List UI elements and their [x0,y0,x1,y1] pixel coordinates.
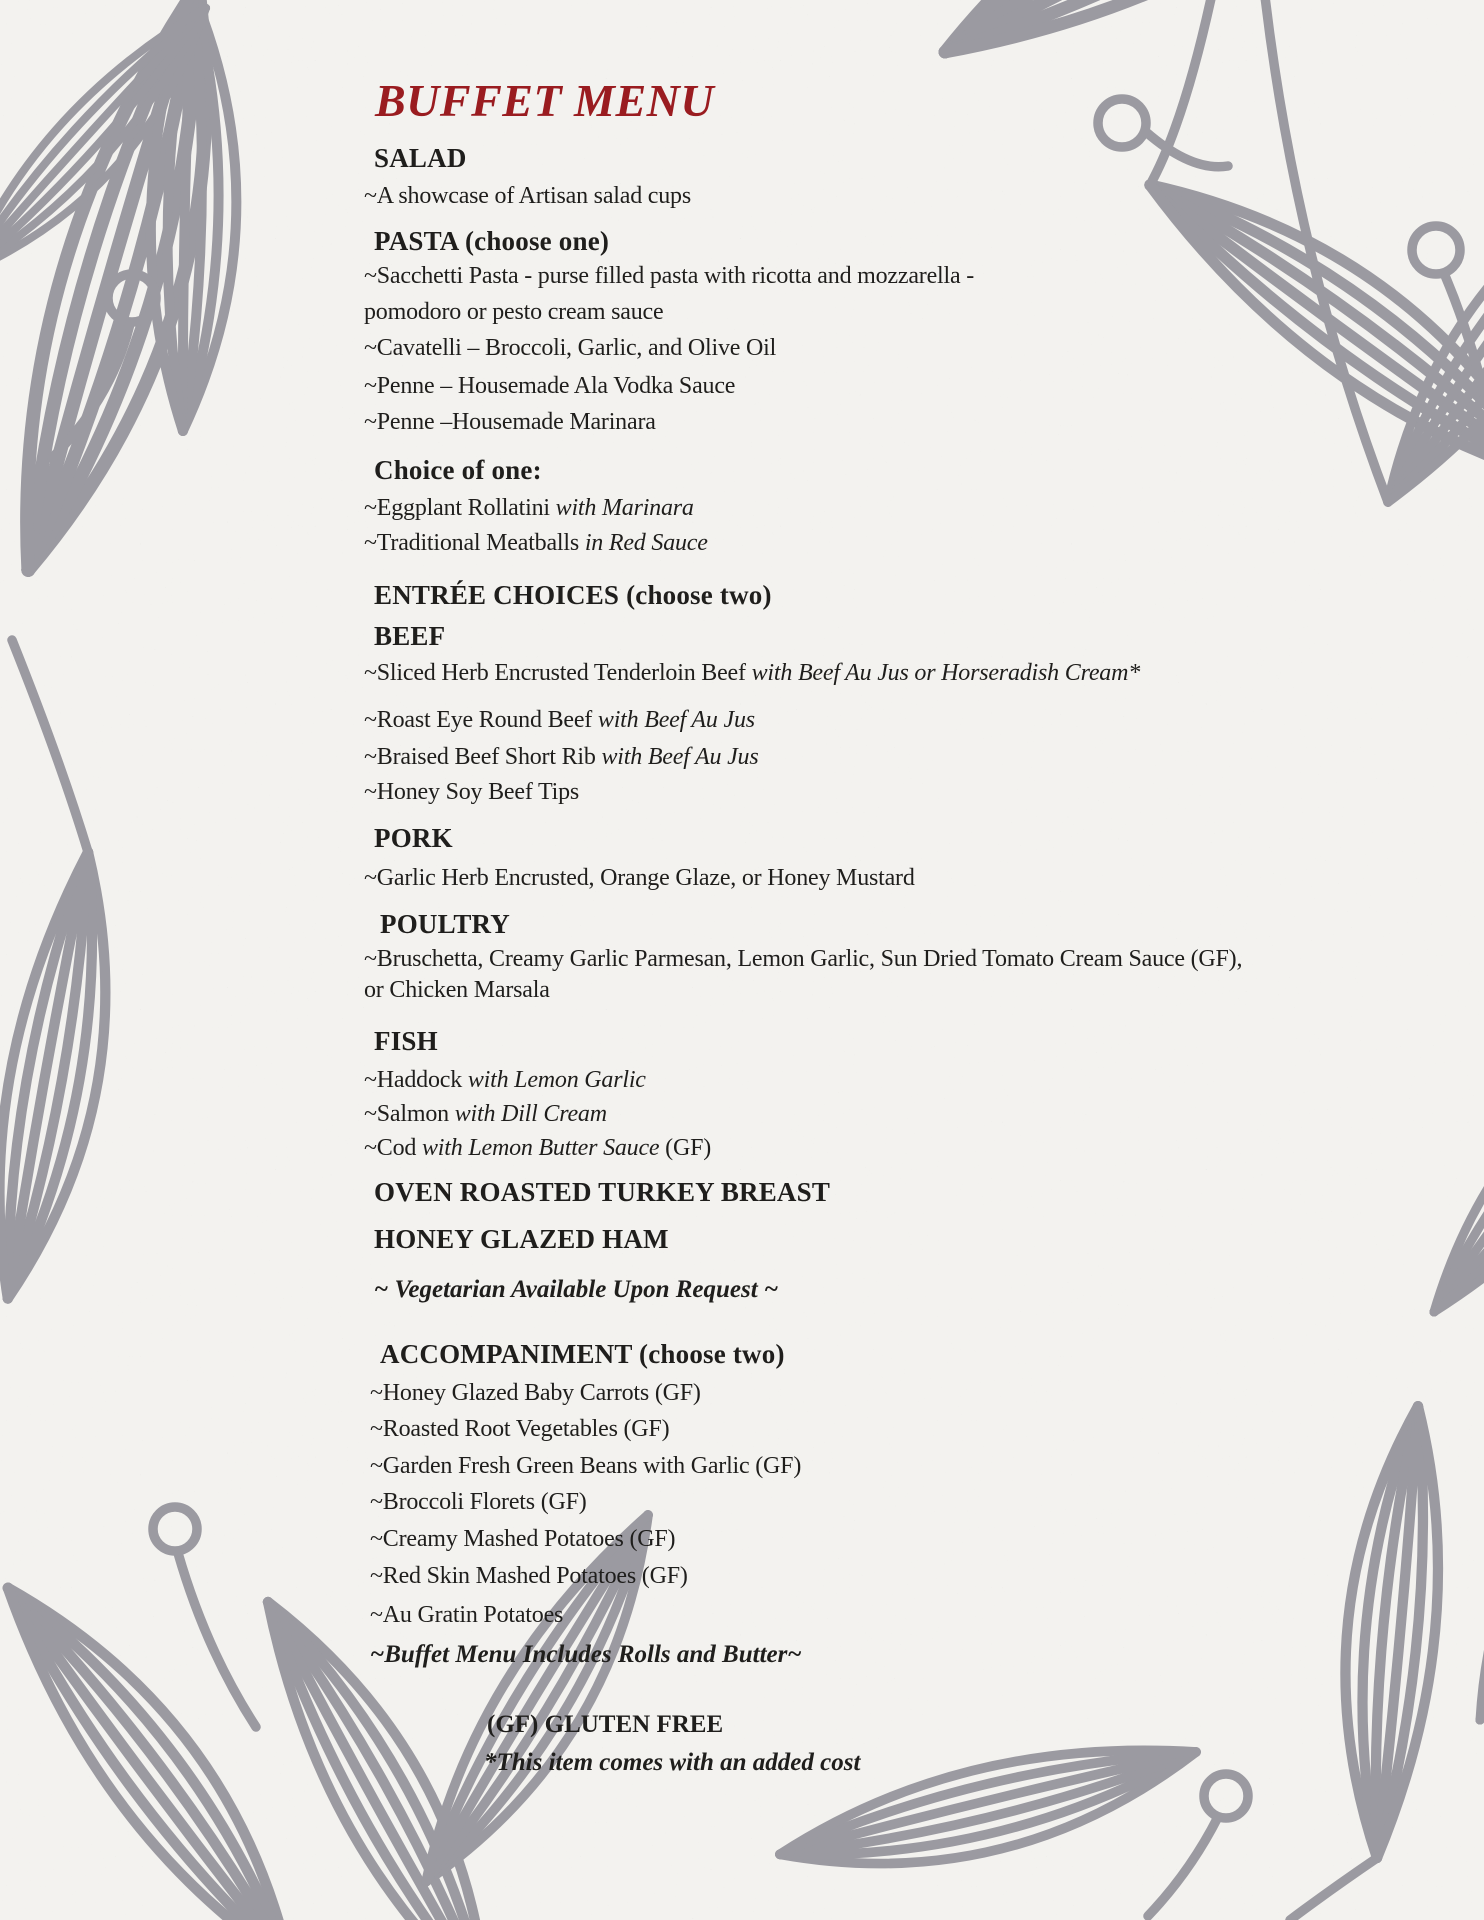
heading-choice-of-one: Choice of one: [374,455,542,485]
bud-icon [1412,226,1460,274]
menu-item-haddock: ~Haddock with Lemon Garlic [364,1067,646,1093]
menu-item-creamy-mashed: ~Creamy Mashed Potatoes (GF) [370,1526,676,1552]
menu-item-pork-preparations: ~Garlic Herb Encrusted, Orange Glaze, or Honey Mustard [364,865,915,891]
menu-item-tenderloin: ~Sliced Herb Encrusted Tenderloin Beef with Beef Au Jus or Horseradish Cream* [364,660,1140,686]
menu-item-cod: ~Cod with Lemon Butter Sauce (GF) [364,1135,712,1161]
bud-icon [108,274,156,322]
heading-fish: FISH [374,1026,438,1056]
menu-item-cavatelli: ~Cavatelli – Broccoli, Garlic, and Olive Oil [364,335,777,361]
heading-entree-choices: ENTRÉE CHOICES (choose two) [374,580,772,610]
menu-item-honey-soy-tips: ~Honey Soy Beef Tips [364,779,580,805]
menu-item-green-beans: ~Garden Fresh Green Beans with Garlic (GF) [370,1453,802,1479]
heading-pork: PORK [374,823,453,853]
heading-beef: BEEF [374,621,446,651]
leaf-decoration-left-middle [0,640,141,1307]
rolls-note: ~Buffet Menu Includes Rolls and Butter~ [370,1641,802,1668]
heading-salad: SALAD [374,143,467,173]
leaf-decoration-bottom-right [771,1346,1484,1920]
heading-ham: HONEY GLAZED HAM [374,1224,669,1254]
menu-item-root-vegetables: ~Roasted Root Vegetables (GF) [370,1416,670,1442]
heading-turkey: OVEN ROASTED TURKEY BREAST [374,1177,831,1207]
gluten-free-legend: (GF) GLUTEN FREE [487,1711,724,1738]
bud-icon [1204,1774,1248,1818]
heading-accompaniment: ACCOMPANIMENT (choose two) [380,1339,785,1369]
menu-item-salad-cups: ~A showcase of Artisan salad cups [364,183,691,209]
menu-item-penne-marinara: ~Penne –Housemade Marinara [364,409,656,435]
menu-item-poultry-preparations: ~Bruschetta, Creamy Garlic Parmesan, Lemon Garlic, Sun Dried Tomato Cream Sauce (GF), or Chicken Marsala [364,946,1243,1003]
leaf-decoration-top-left [0,0,267,588]
heading-poultry: POULTRY [380,909,510,939]
heading-pasta: PASTA (choose one) [374,226,610,256]
bud-icon [1098,99,1146,147]
menu-item-penne-vodka: ~Penne – Housemade Ala Vodka Sauce [364,373,736,399]
leaf-decoration-top-right [915,0,1484,521]
menu-item-au-gratin: ~Au Gratin Potatoes [370,1602,564,1628]
bud-icon [153,1507,197,1551]
menu-item-eggplant-rollatini: ~Eggplant Rollatini with Marinara [364,495,694,521]
vegetarian-note: ~ Vegetarian Available Upon Request ~ [374,1276,779,1303]
menu-item-broccoli-florets: ~Broccoli Florets (GF) [370,1489,587,1515]
menu-item-baby-carrots: ~Honey Glazed Baby Carrots (GF) [370,1380,701,1406]
menu-item-sacchetti: ~Sacchetti Pasta - purse filled pasta with ricotta and mozzarella - pomodoro or pesto cream sauce [364,263,975,325]
menu-item-salmon: ~Salmon with Dill Cream [364,1101,607,1127]
page-title: BUFFET MENU [375,75,715,126]
menu-item-short-rib: ~Braised Beef Short Rib with Beef Au Jus [364,744,759,770]
menu-item-roast-eye-round: ~Roast Eye Round Beef with Beef Au Jus [364,707,755,733]
menu-item-red-skin-mashed: ~Red Skin Mashed Potatoes (GF) [370,1563,688,1589]
added-cost-note: *This item comes with an added cost [484,1749,861,1776]
leaf-decoration-right-middle [1398,980,1484,1332]
menu-item-traditional-meatballs: ~Traditional Meatballs in Red Sauce [364,530,708,556]
